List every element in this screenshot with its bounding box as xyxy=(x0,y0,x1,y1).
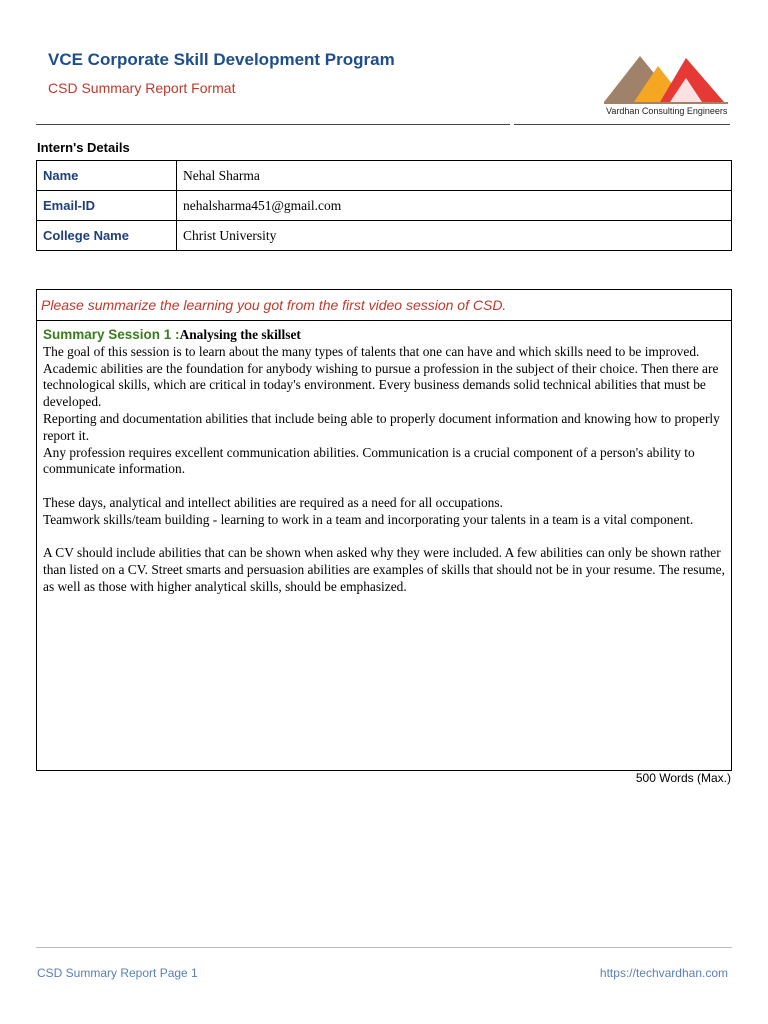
summary-topic: Analysing the skillset xyxy=(179,327,301,342)
summary-content xyxy=(43,327,727,596)
summary-paragraph: These days, analytical and intellect abilities are required as a need for all occupations. xyxy=(43,494,503,510)
table-row xyxy=(37,161,732,191)
table-row xyxy=(37,191,732,221)
intern-details-table xyxy=(36,160,732,251)
summary-paragraph: Teamwork skills/team building - learning to work in a team and incorporating your talents in a team is a vital component. xyxy=(43,511,694,527)
summary-session-label: Summary Session 1 : xyxy=(43,327,180,342)
summary-box xyxy=(36,289,732,771)
summary-heading xyxy=(43,327,727,344)
name-label: Name xyxy=(37,161,177,191)
header-divider-right xyxy=(514,124,730,125)
summary-paragraph: The goal of this session is to learn about the many types of talents that one can have and which skills need to be improved. Academic abilities are the foundation for anybody wishing to pursue a profession in the subject of their choice. Then there are technological skills, which are critical in today's environment. Every business demands solid technical abilities that must be developed. xyxy=(43,343,719,410)
header-divider-left xyxy=(36,124,510,125)
email-label: Email-ID xyxy=(37,191,177,221)
name-value: Nehal Sharma xyxy=(177,161,732,191)
logo-base-line xyxy=(604,102,728,104)
footer-url-link[interactable]: https://techvardhan.com xyxy=(599,966,728,980)
summary-paragraph: Any profession requires excellent communication abilities. Communication is a crucial component of a person's ability to communicate information. xyxy=(43,444,695,477)
table-row xyxy=(37,221,732,251)
college-value: Christ University xyxy=(177,221,732,251)
word-limit-note: 500 Words (Max.) xyxy=(635,771,731,785)
summary-spacer xyxy=(43,529,727,546)
logo-caption: Vardhan Consulting Engineers xyxy=(606,106,728,116)
summary-paragraph: A CV should include abilities that can be shown when asked why they were included. A few abilities can only be shown rather than listed on a CV. Street smarts and persuasion abilities are examples of skills that should not be in your resume. The resume, as well as those with higher analytical skills, should be emphasized. xyxy=(43,545,725,594)
email-value: nehalsharma451@gmail.com xyxy=(177,191,732,221)
summary-paragraph: Reporting and documentation abilities that include being able to properly document information and knowing how to properly report it. xyxy=(43,410,720,443)
summary-spacer xyxy=(43,478,727,495)
footer-page-label: CSD Summary Report Page 1 xyxy=(37,966,198,980)
document-title: VCE Corporate Skill Development Program xyxy=(48,50,395,69)
footer-divider xyxy=(36,947,732,948)
summary-prompt: Please summarize the learning you got from the first video session of CSD. xyxy=(37,290,731,321)
document-subtitle: CSD Summary Report Format xyxy=(48,80,236,96)
college-label: College Name xyxy=(37,221,177,251)
interns-details-heading: Intern's Details xyxy=(37,140,130,155)
